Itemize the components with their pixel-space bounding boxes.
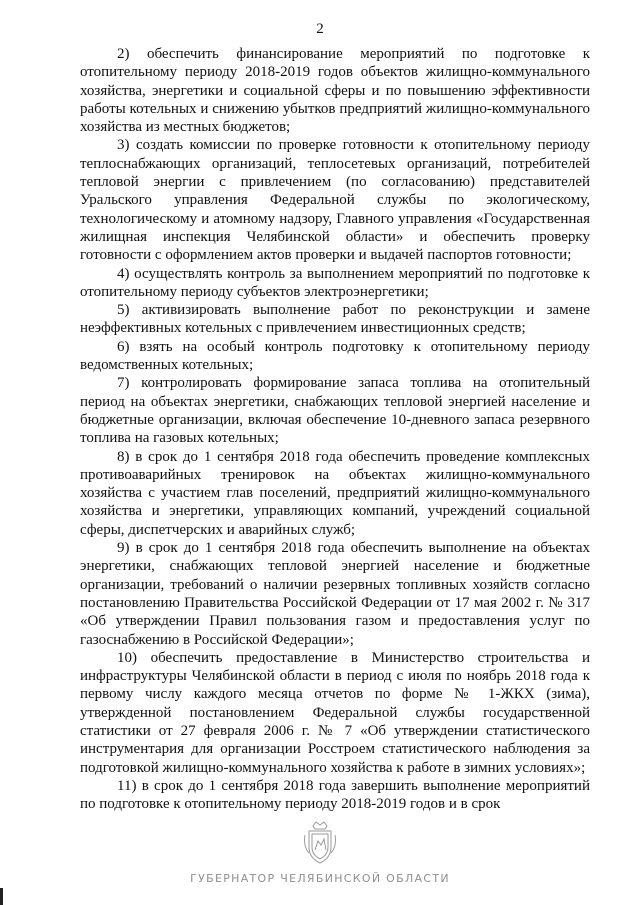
paragraph-item-7: 7) контролировать формирование запаса топлива на отопительный период на объектах энергетики, снабжающих тепловой энергией население и бюджетные организации, включая обеспечение 10-дневного запаса резервного топлива на газовых котельных; <box>80 375 590 447</box>
paragraph-item-8: 8) в срок до 1 сентября 2018 года обеспечить проведение комплексных противоаварийных тренировок на объектах жилищно-коммунального хозяйства с участием глав поселений, предприятий жилищно-коммунального хозяйства и энергетики, управляющих компаний, учреждений социальной сферы, диспетчерских и аварийных служб; <box>80 448 590 538</box>
scan-edge-mark <box>0 888 3 905</box>
paragraph-item-6: 6) взять на особый контроль подготовку к отопительному периоду ведомственных котельных; <box>80 338 590 374</box>
page-number: 2 <box>316 21 324 37</box>
paragraph-item-5: 5) активизировать выполнение работ по реконструкции и замене неэффективных котельных с привлечением инвестиционных средств; <box>80 302 590 337</box>
coat-of-arms-icon <box>301 820 339 866</box>
document-body <box>80 45 590 813</box>
page-footer <box>0 820 640 900</box>
paragraph-item-2: 2) обеспечить финансирование мероприятий по подготовке к отопительному периоду 2018-2019 годов объектов жилищно-коммунального хозяйства, энергетики и социальной сферы и по повышению эффективности работы котельных и снижению убытков предприятий жилищно-коммунального хозяйства из местных бюджетов; <box>80 46 590 136</box>
paragraph-item-9: 9) в срок до 1 сентября 2018 года обеспечить выполнение на объектах энергетики, снабжающих тепловой энергией население и бюджетные организации, требований о наличии резервных топливных хозяйств согласно постановлению Правительства Российской Федерации от 17 мая 2002 г. № 317 «Об утверждении Правил пользования газом и предоставления услуг по газоснабжению в Российской Федерации»; <box>80 540 590 648</box>
footer-label: ГУБЕРНАТОР ЧЕЛЯБИНСКОЙ ОБЛАСТИ <box>190 872 450 885</box>
paragraph-item-3: 3) создать комиссии по проверке готовности к отопительному периоду теплоснабжающих организаций, теплосетевых организаций, потребителей тепловой энергии с привлечением (по согласованию) представителей Уральского управления Федеральной службы по экологическому, технологическому и атомному надзору, Главного управления «Государственная жилищная инспекция Челябинской области» и обеспечить проверку готовности с оформлением актов проверки и выдачей паспортов готовности; <box>80 137 590 264</box>
paragraph-item-10: 10) обеспечить предоставление в Министерство строительства и инфраструктуры Челябинской области в период с июля по ноябрь 2018 года к первому числу каждого месяца отчетов по форме № 1-ЖКХ (зима), утвержденной постановлением Федеральной службы государственной статистики от 27 февраля 2006 г. № 7 «Об утверждении статистического инструментария для организации Росстроем статистического наблюдения за подготовкой жилищно-коммунального хозяйства к работе в зимних условиях»; <box>80 649 590 776</box>
paragraph-item-11: 11) в срок до 1 сентября 2018 года завершить выполнение мероприятий по подготовке к отопительному периоду 2018-2019 годов и в срок <box>80 777 590 813</box>
paragraph-item-4: 4) осуществлять контроль за выполнением мероприятий по подготовке к отопительному периоду субъектов электроэнергетики; <box>80 265 590 300</box>
